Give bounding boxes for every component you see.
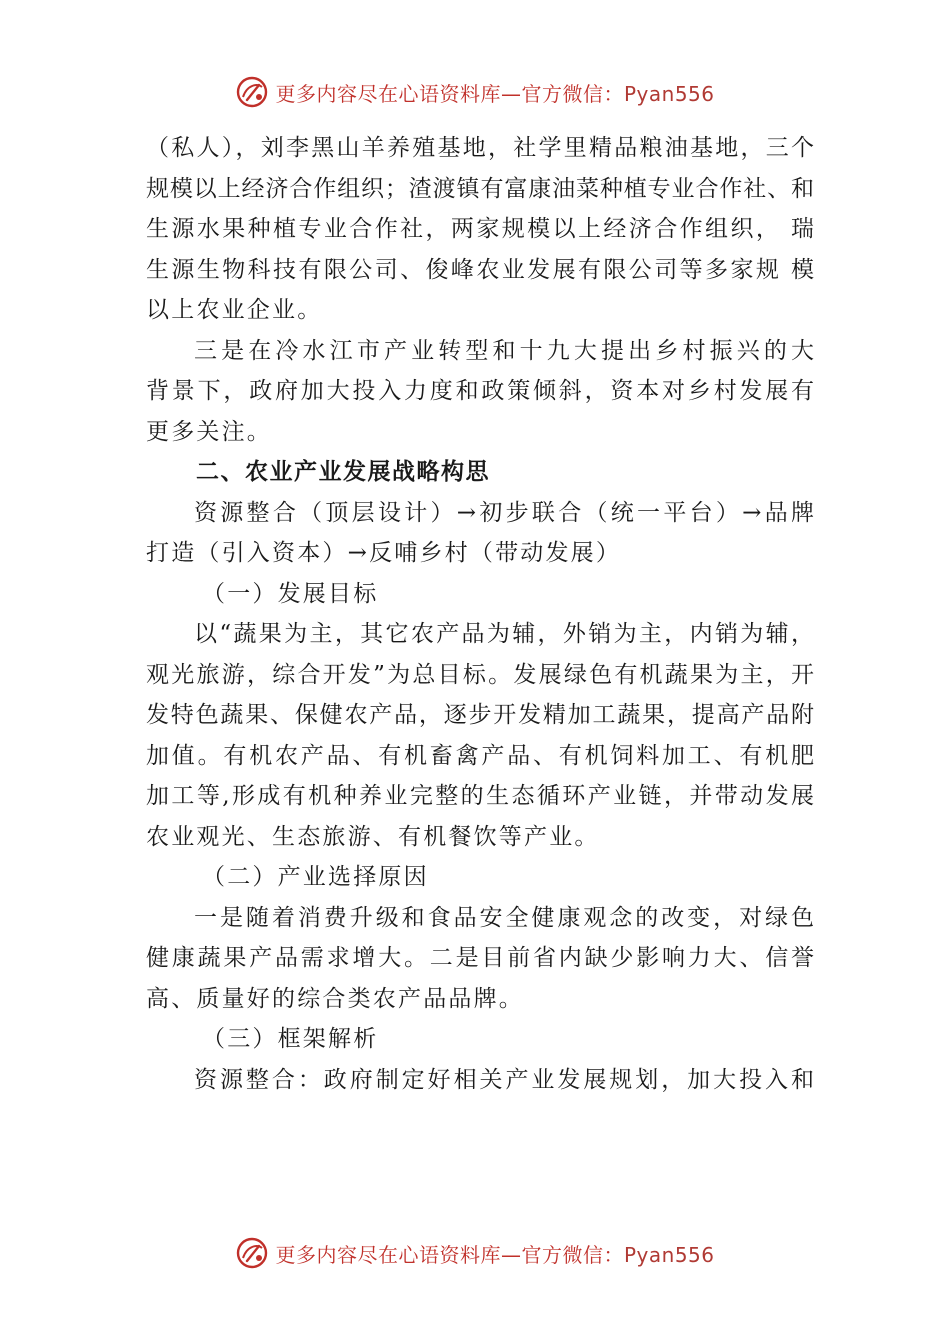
paragraph-5	[146, 898, 814, 1020]
text-line: 以“蔬果为主，其它农产品为辅，外销为主，内销为辅，	[194, 621, 814, 647]
subsection-heading: （三）框架解析	[202, 1026, 379, 1052]
wechat-id: Pyan556	[623, 1242, 715, 1267]
paragraph-2	[146, 331, 814, 453]
text-line: 背景下，政府加大投入力度和政策倾斜，资本对乡村发展有	[146, 378, 814, 404]
paragraph-1	[146, 128, 814, 331]
text-line: 加值。有机农产品、有机畜禽产品、有机饲料加工、有机肥	[146, 742, 814, 769]
section-heading: 二、农业产业发展战略构思	[196, 459, 490, 485]
wechat-id: Pyan556	[623, 81, 715, 106]
subsection-heading: （二）产业选择原因	[202, 864, 429, 890]
text-line: 农业观光、生态旅游、有机餐饮等产业。	[146, 823, 600, 850]
logo-icon	[235, 1236, 269, 1270]
banner-label: 更多内容尽在心语资料库—官方微信：	[275, 81, 624, 106]
footer-banner	[0, 1233, 950, 1273]
text-line: 更多关注。	[146, 418, 272, 445]
banner-label: 更多内容尽在心语资料库—官方微信：	[275, 1242, 624, 1267]
text-line: 三是在冷水江市产业转型和十九大提出乡村振兴的大	[194, 337, 814, 364]
text-line: 资源整合：政府制定好相关产业发展规划，加大投入和	[194, 1066, 814, 1093]
text-line: 观光旅游，综合开发”为总目标。发展绿色有机蔬果为主，开	[146, 661, 814, 688]
text-line: 打造（引入资本）→反哺乡村（带动发展）	[146, 540, 622, 566]
text-line: 健康蔬果产品需求增大。二是目前省内缺少影响力大、信誉	[146, 945, 814, 971]
paragraph-6	[146, 1060, 814, 1101]
text-line: 生源水果种植专业合作社，两家规模以上经济合作组织， 瑞	[146, 216, 814, 242]
paragraph-3	[146, 493, 814, 574]
text-line: 生源生物科技有限公司、俊峰农业发展有限公司等多家规 模	[146, 256, 814, 283]
document-body	[146, 128, 814, 1100]
text-line: 一是随着消费升级和食品安全健康观念的改变，对绿色	[194, 904, 814, 931]
paragraph-4	[146, 614, 814, 857]
banner-text	[275, 1239, 714, 1268]
logo-icon	[235, 75, 269, 109]
text-line: 以上农业企业。	[146, 297, 323, 323]
header-banner	[0, 72, 950, 112]
text-line: （私人），刘李黑山羊养殖基地，社学里精品粮油基地，三个	[146, 135, 814, 161]
text-line: 规模以上经济合作组织；渣渡镇有富康油菜种植专业合作社、和	[146, 175, 814, 202]
subsection-heading: （一）发展目标	[202, 580, 379, 607]
banner-text	[275, 78, 714, 107]
text-line: 加工等,形成有机种养业完整的生态循环产业链，并带动发展	[146, 783, 814, 809]
text-line: 资源整合（顶层设计）→初步联合（统一平台）→品牌	[194, 499, 814, 526]
text-line: 发特色蔬果、保健农产品，逐步开发精加工蔬果，提高产品附	[146, 702, 814, 728]
text-line: 高、质量好的综合类农产品品牌。	[146, 985, 524, 1012]
